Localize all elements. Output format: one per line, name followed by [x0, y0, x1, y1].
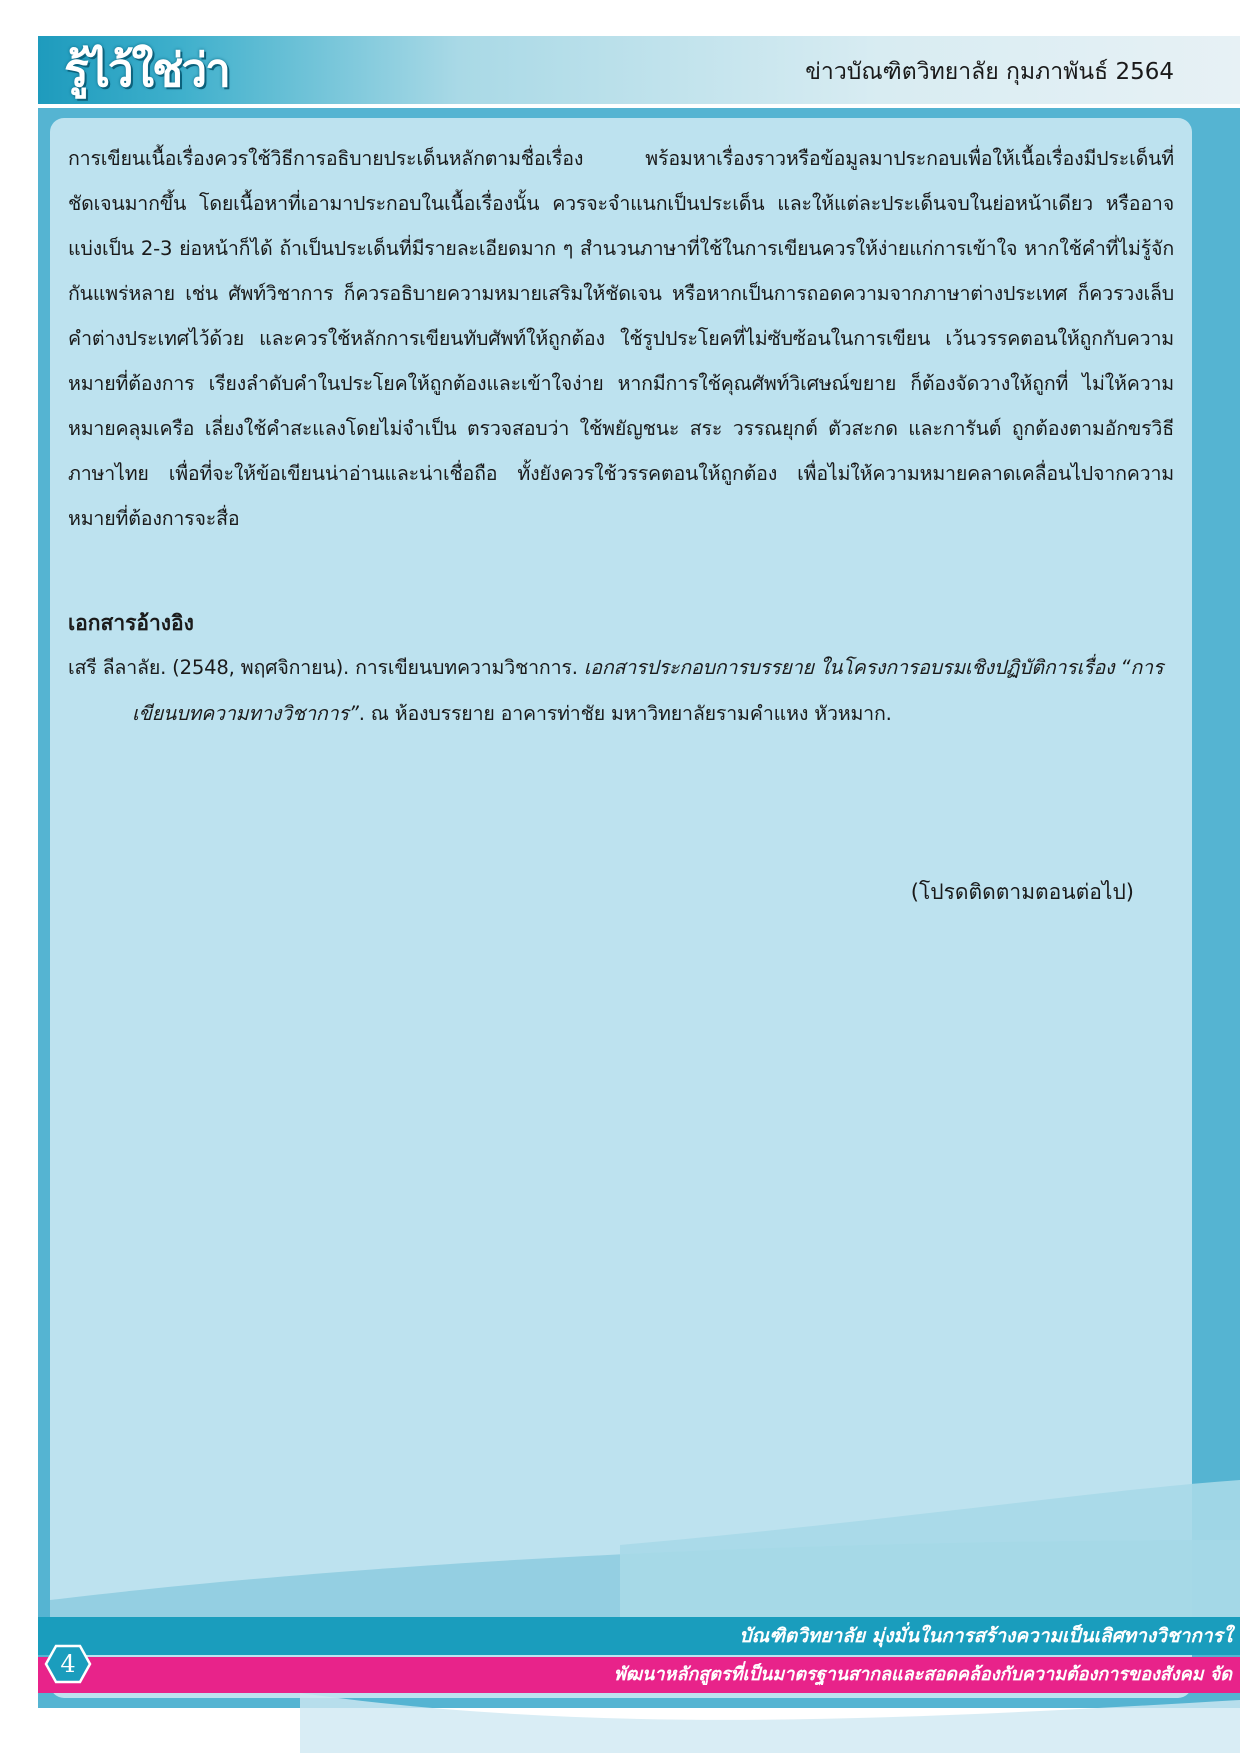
continued-note: (โปรดติดตามตอนต่อไป)	[910, 880, 1134, 904]
footer-slogan-1: บัณฑิตวิทยาลัย มุ่งมั่นในการสร้างความเป็นเลิศทางวิชาการใ	[739, 1625, 1232, 1647]
footer-slogan-2: พัฒนาหลักสูตรที่เป็นมาตรฐานสากลและสอดคล้องกับความต้องการของสังคม จัด	[613, 1664, 1232, 1685]
article-content	[68, 136, 1174, 737]
article-paragraph: การเขียนเนื้อเรื่องควรใช้วิธีการอธิบายประเด็นหลักตามชื่อเรื่อง พร้อมหาเรื่องราวหรือข้อมูลมาประกอบเพื่อให้เนื้อเรื่องมีประเด็นที่ชัดเจนมากขึ้น โดยเนื้อหาที่เอามาประกอบในเนื้อเรื่องนั้น ควรจะจำแนกเป็นประเด็น และให้แต่ละประเด็นจบในย่อหน้าเดียว หรืออาจแบ่งเป็น 2-3 ย่อหน้าก็ได้ ถ้าเป็นประเด็นที่มีรายละเอียดมาก ๆ สำนวนภาษาที่ใช้ในการเขียนควรให้ง่ายแก่การเข้าใจ หากใช้คำที่ไม่รู้จักกันแพร่หลาย เช่น ศัพท์วิชาการ ก็ควรอธิบายความหมายเสริมให้ชัดเจน หรือหากเป็นการถอดความจากภาษาต่างประเทศ ก็ควรวงเล็บคำต่างประเทศไว้ด้วย และควรใช้หลักการเขียนทับศัพท์ให้ถูกต้อง ใช้รูปประโยคที่ไม่ซับซ้อนในการเขียน เว้นวรรคตอนให้ถูกกับความหมายที่ต้องการ เรียงลำดับคำในประโยคให้ถูกต้องและเข้าใจง่าย หากมีการใช้คุณศัพท์วิเศษณ์ขยาย ก็ต้องจัดวางให้ถูกที่ ไม่ให้ความหมายคลุมเครือ เลี่ยงใช้คำสะแลงโดยไม่จำเป็น ตรวจสอบว่า ใช้พยัญชนะ สระ วรรณยุกต์ ตัวสะกด และการันต์ ถูกต้องตามอักขรวิธีภาษาไทย เพื่อที่จะให้ข้อเขียนน่าอ่านและน่าเชื่อถือ ทั้งยังควรใช้วรรคตอนให้ถูกต้อง เพื่อไม่ให้ความหมายคลาดเคลื่อนไปจากความหมายที่ต้องการจะสื่อ	[68, 147, 1174, 530]
reference-source-rest: . ณ ห้องบรรยาย อาคารท่าชัย มหาวิทยาลัยรามคำแหง หัวหมาก.	[358, 702, 892, 725]
page-number: 4	[60, 1650, 76, 1678]
reference-entry	[68, 645, 1174, 737]
reference-source-title: เอกสารประกอบการบรรยาย ในโครงการอบรมเชิงปฏิบัติการเรื่อง “การเขียนบทความทางวิชาการ”	[132, 656, 1164, 725]
references-heading: เอกสารอ้างอิง	[68, 611, 194, 635]
issue-label: ข่าวบัณฑิตวิทยาลัย กุมภาพันธ์ 2564	[805, 59, 1174, 85]
column-logo: รู้ไว้ใช่ว่า	[64, 43, 230, 97]
reference-author-date: เสรี ลีลาลัย. (2548, พฤศจิกายน). การเขียนบทความวิชาการ.	[68, 656, 584, 679]
